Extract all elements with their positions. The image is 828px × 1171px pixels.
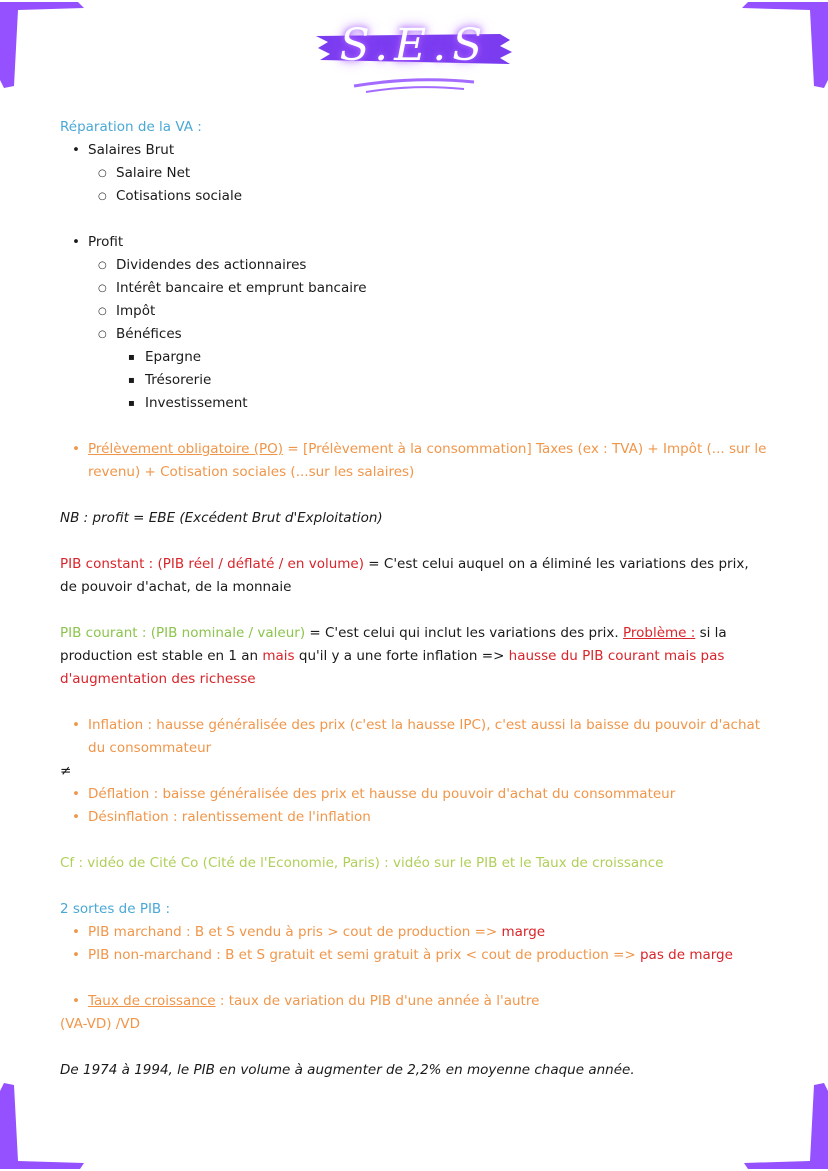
corner-decoration-bottom-right [738, 1081, 828, 1171]
pib-courant-text-4: qu'il y a une forte inflation => [294, 648, 509, 664]
inflation-definition-continued: du consommateur [88, 740, 212, 756]
marge-word: marge [501, 924, 546, 940]
pib-constant-text: = C'est celui auquel on a éliminé les variations des prix, [364, 556, 749, 572]
taux-definition [60, 990, 790, 1013]
po-definition [60, 438, 790, 461]
inflation-definition: • Inflation : hausse généralisée des prix (c'est la hausse IPC), c'est aussi la baisse du pouvoir d'achat [60, 714, 790, 737]
pib-courant-text: = C'est celui qui inclut les variations des prix. [305, 625, 623, 641]
pib-marchand-text: PIB marchand : B et S vendu à pris > cout de production => [88, 924, 502, 940]
list-item: ○ Dividendes des actionnaires [60, 254, 790, 277]
list-item: • Salaires Brut [60, 139, 790, 162]
pas-de-marge-word: pas de marge [639, 947, 733, 963]
pib-non-marchand [60, 944, 790, 967]
po-label: Prélèvement obligatoire (PO) [88, 441, 284, 457]
page-title: S.E.S [339, 20, 489, 71]
taux-text: : taux de variation du PIB d'une année à l'autre [215, 993, 540, 1009]
list-item: ▪ Epargne [60, 346, 790, 369]
sortes-heading: 2 sortes de PIB : [60, 901, 171, 917]
va-heading: Réparation de la VA : [60, 119, 202, 135]
po-text: = [Prélèvement à la consommation] Taxes (ex : TVA) + Impôt (... sur le [283, 441, 767, 457]
not-equal-sign: ≠ [60, 763, 72, 779]
pib-courant-line-3: d'augmentation des richesse [60, 671, 256, 687]
pib-constant-label: PIB constant : (PIB réel / déflaté / en volume) [60, 556, 364, 572]
pib-marchand [60, 921, 790, 944]
pib-courant-label: PIB courant : (PIB nominale / valeur) [60, 625, 306, 641]
title-banner [314, 14, 514, 94]
pib-courant-definition [60, 622, 790, 645]
hausse-text: hausse du PIB courant mais pas [508, 648, 725, 664]
taux-formula: (VA-VD) /VD [60, 1016, 141, 1032]
notes-content [60, 116, 790, 1082]
pib-courant-line-2 [60, 645, 790, 668]
list-item: • Profit [60, 231, 790, 254]
pib-courant-text-3: production est stable en 1 an [60, 648, 263, 664]
pib-constant-text-continued: de pouvoir d'achat, de la monnaie [60, 579, 292, 595]
list-item: ○ Bénéfices [60, 323, 790, 346]
list-item: ○ Salaire Net [60, 162, 790, 185]
list-item: ○ Intérêt bancaire et emprunt bancaire [60, 277, 790, 300]
pib-constant-definition [60, 553, 790, 576]
desinflation-definition: • Désinflation : ralentissement de l'inflation [60, 806, 790, 829]
mais-word: mais [262, 648, 295, 664]
taux-label: Taux de croissance [88, 993, 216, 1009]
conclusion: De 1974 à 1994, le PIB en volume à augmenter de 2,2% en moyenne chaque année. [60, 1062, 635, 1078]
pib-non-marchand-text: PIB non-marchand : B et S gratuit et semi gratuit à prix < cout de production => [88, 947, 640, 963]
cf-reference: Cf : vidéo de Cité Co (Cité de l'Economie, Paris) : vidéo sur le PIB et le Taux de croissance [60, 855, 664, 871]
list-item: ▪ Investissement [60, 392, 790, 415]
list-item: ○ Cotisations sociale [60, 185, 790, 208]
corner-decoration-top-right [738, 0, 828, 90]
list-item: ○ Impôt [60, 300, 790, 323]
corner-decoration-bottom-left [0, 1081, 90, 1171]
corner-decoration-top-left [0, 0, 90, 90]
list-item: ▪ Trésorerie [60, 369, 790, 392]
po-text-continued: revenu) + Cotisation sociales (...sur les salaires) [88, 464, 415, 480]
nb-note: NB : profit = EBE (Excédent Brut d'Exploitation) [60, 510, 383, 526]
pib-courant-text-2: si la [695, 625, 727, 641]
probleme-label: Problème : [622, 625, 696, 641]
deflation-definition: • Déflation : baisse généralisée des prix et hausse du pouvoir d'achat du consommateur [60, 783, 790, 806]
